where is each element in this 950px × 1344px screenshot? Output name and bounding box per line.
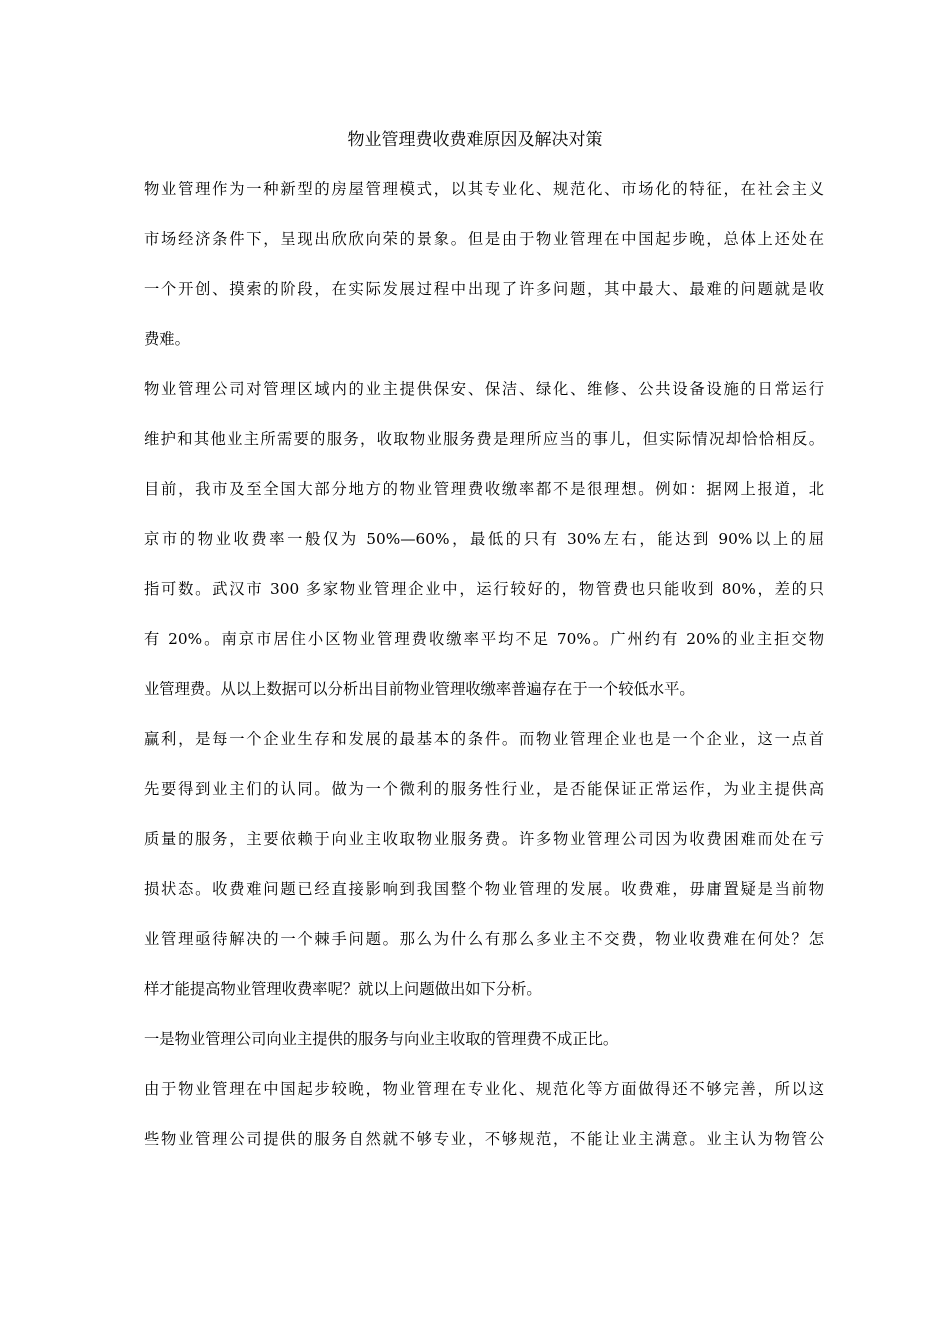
paragraph-reason-one-detail: [144, 1076, 824, 1152]
text-line: 一是物业管理公司向业主提供的服务与向业主收取的管理费不成正比。: [144, 1030, 619, 1048]
text-line: 费难。: [144, 330, 190, 348]
paragraph-profit: [144, 726, 824, 1002]
text-line: 指可数。武汉市 300 多家物业管理企业中，运行较好的，物管费也只能收到 80%，差的只: [144, 580, 824, 598]
text-line: 目前，我市及至全国大部分地方的物业管理费收缴率都不是很理想。例如：据网上报道，北: [144, 480, 824, 498]
text-line: 业管理费。从以上数据可以分析出目前物业管理收缴率普遍存在于一个较低水平。: [144, 680, 695, 698]
paragraph-fee-statistics: [144, 376, 824, 702]
document-body: [144, 176, 824, 1176]
paragraph-intro: [144, 176, 824, 352]
text-line: 由于物业管理在中国起步较晚，物业管理在专业化、规范化等方面做得还不够完善，所以这: [144, 1080, 824, 1098]
text-line: 有 20%。南京市居住小区物业管理费收缴率平均不足 70%。广州约有 20%的业主拒交物: [144, 630, 824, 648]
document-title: 物业管理费收费难原因及解决对策: [347, 130, 603, 150]
text-line: 质量的服务，主要依赖于向业主收取物业服务费。许多物业管理公司因为收费困难而处在亏: [144, 830, 824, 848]
text-line: 赢利，是每一个企业生存和发展的最基本的条件。而物业管理企业也是一个企业，这一点首: [144, 730, 824, 748]
text-line: 损状态。收费难问题已经直接影响到我国整个物业管理的发展。收费难，毋庸置疑是当前物: [144, 880, 824, 898]
text-line: 些物业管理公司提供的服务自然就不够专业，不够规范，不能让业主满意。业主认为物管公: [144, 1130, 824, 1148]
text-line: 先要得到业主们的认同。做为一个微利的服务性行业，是否能保证正常运作，为业主提供高: [144, 780, 824, 798]
text-line: 市场经济条件下，呈现出欣欣向荣的景象。但是由于物业管理在中国起步晚，总体上还处在: [144, 230, 824, 248]
text-line: 样才能提高物业管理收费率呢？就以上问题做出如下分析。: [144, 980, 542, 998]
paragraph-reason-one: [144, 1026, 824, 1052]
text-line: 一个开创、摸索的阶段，在实际发展过程中出现了许多问题，其中最大、最难的问题就是收: [144, 280, 824, 298]
text-line: 物业管理公司对管理区域内的业主提供保安、保洁、绿化、维修、公共设备设施的日常运行: [144, 380, 824, 398]
text-line: 业管理亟待解决的一个棘手问题。那么为什么有那么多业主不交费，物业收费难在何处？怎: [144, 930, 824, 948]
text-line: 京市的物业收费率一般仅为 50%—60%，最低的只有 30%左右，能达到 90%以上的屈: [144, 530, 824, 548]
text-line: 物业管理作为一种新型的房屋管理模式，以其专业化、规范化、市场化的特征，在社会主义: [144, 180, 824, 198]
text-line: 维护和其他业主所需要的服务，收取物业服务费是理所应当的事儿，但实际情况却恰恰相反。: [144, 430, 824, 448]
